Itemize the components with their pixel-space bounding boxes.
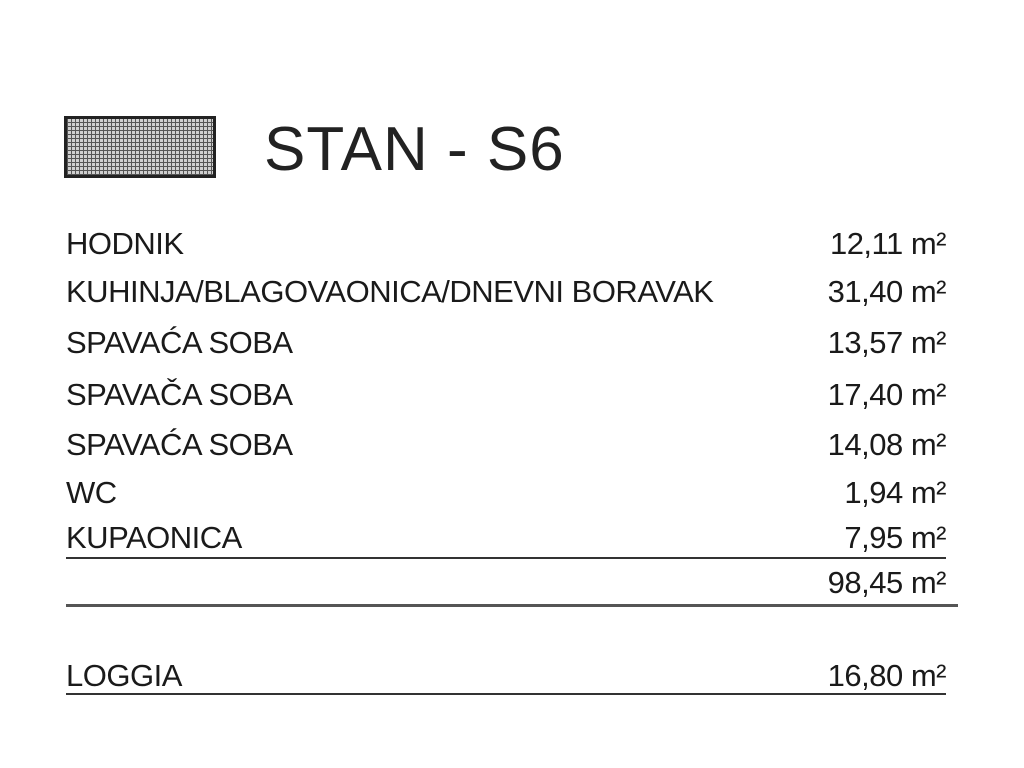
legend-hatch-swatch (64, 116, 216, 178)
room-area: 14,08 m² (827, 427, 946, 462)
room-row (66, 272, 946, 312)
subtotal-rule (66, 557, 946, 559)
room-name: KUPAONICA (66, 520, 242, 555)
total-area: 98,45 m² (827, 565, 946, 600)
room-area: 7,95 m² (844, 520, 946, 555)
room-row (66, 518, 946, 558)
loggia-row (66, 656, 946, 696)
room-name: WC (66, 475, 117, 510)
room-name: SPAVAĆA SOBA (66, 427, 293, 462)
total-rule (66, 604, 958, 607)
room-area: 12,11 m² (829, 226, 946, 261)
room-name: SPAVAČA SOBA (66, 377, 293, 412)
room-row (66, 473, 946, 513)
room-area: 1,94 m² (844, 475, 946, 510)
room-row (66, 323, 946, 363)
room-row (66, 375, 946, 415)
room-name: SPAVAĆA SOBA (66, 325, 293, 360)
room-name: KUHINJA/BLAGOVAONICA/DNEVNI BORAVAK (66, 274, 714, 309)
loggia-name: LOGGIA (66, 658, 182, 693)
room-row (66, 425, 946, 465)
room-row (66, 224, 946, 264)
room-area: 17,40 m² (827, 377, 946, 412)
apartment-title: STAN - S6 (264, 115, 565, 184)
room-area: 31,40 m² (827, 274, 946, 309)
total-row (66, 563, 946, 603)
loggia-rule (66, 693, 946, 695)
loggia-area: 16,80 m² (827, 658, 946, 693)
room-name: HODNIK (66, 226, 184, 261)
room-area: 13,57 m² (827, 325, 946, 360)
